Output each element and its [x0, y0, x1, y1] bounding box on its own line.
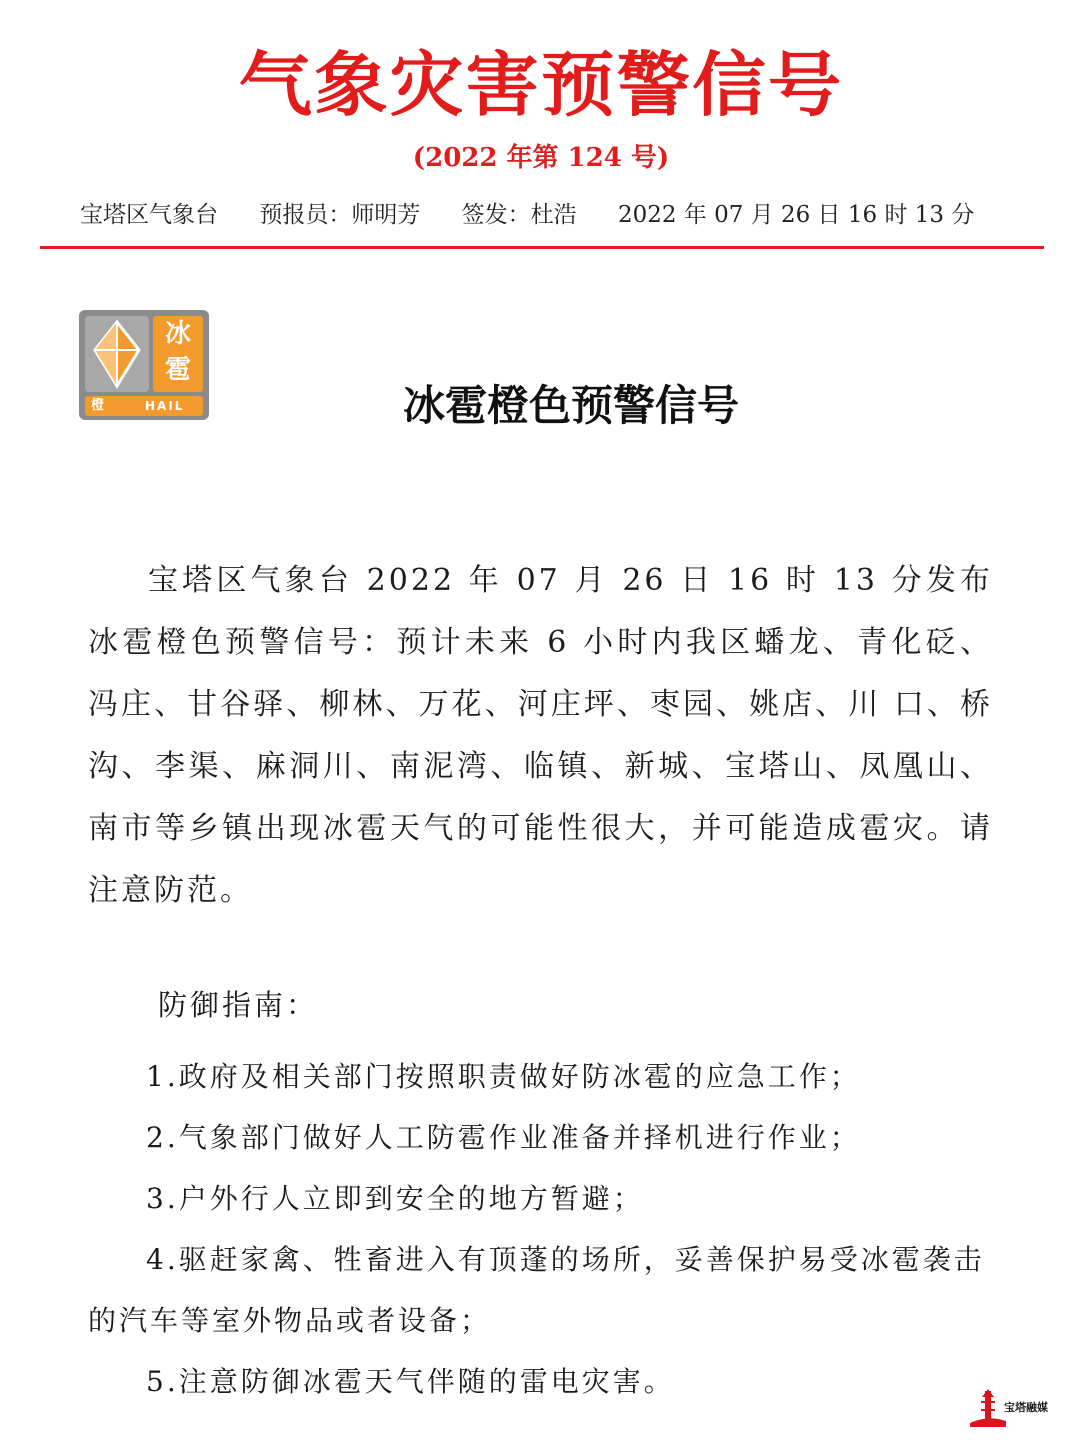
media-logo [968, 1385, 1068, 1429]
guide-item: 1.政府及相关部门按照职责做好防冰雹的应急工作； [146, 1060, 861, 1093]
guide-list [88, 1046, 993, 1412]
station-name: 宝塔区气象台 [80, 202, 218, 228]
badge-char-bottom: 雹 [164, 355, 191, 385]
issuer-line [80, 198, 1040, 232]
document-title: 气象灾害预警信号 [238, 44, 844, 126]
badge-english-label: HAIL [145, 399, 185, 413]
badge-level-char: 橙 [91, 398, 105, 413]
warning-body: 宝塔区气象台 2022 年 07 月 26 日 16 时 13 分发布冰雹橙色预警信号：预计未来 6 小时内我区蟠龙、青化砭、冯庄、甘谷驿、柳林、万花、河庄坪、枣园、姚店、川 口、桥沟、李渠、麻洞川、南泥湾、临镇、新城、宝塔山、凤凰山、南市等乡镇出现冰雹天气的可能性很大，并可能造成雹灾。请注意防范。 [88, 563, 993, 908]
logo-text: 宝塔融媒 [1004, 1401, 1048, 1414]
issue-number: (2022 年第 124 号) [412, 143, 670, 173]
signer: 签发：杜浩 [461, 202, 577, 228]
guide-item: 4.驱赶家禽、牲畜进入有顶蓬的场所，妥善保护易受冰雹袭击的汽车等室外物品或者设备； [88, 1243, 985, 1337]
signal-title: 冰雹橙色预警信号 [402, 381, 739, 430]
guide-item: 2.气象部门做好人工防雹作业准备并择机进行作业； [146, 1121, 861, 1154]
badge-char-top: 冰 [164, 319, 191, 349]
forecaster: 预报员：师明芳 [259, 202, 421, 228]
header-divider [40, 246, 1044, 249]
guide-heading: 防御指南： [158, 988, 319, 1022]
guide-item: 3.户外行人立即到安全的地方暂避； [146, 1182, 644, 1215]
pagoda-logo-icon [968, 1385, 1008, 1429]
issue-time: 2022 年 07 月 26 日 16 时 13 分 [617, 202, 975, 228]
guide-item: 5.注意防御冰雹天气伴随的雷电灾害。 [146, 1365, 675, 1398]
